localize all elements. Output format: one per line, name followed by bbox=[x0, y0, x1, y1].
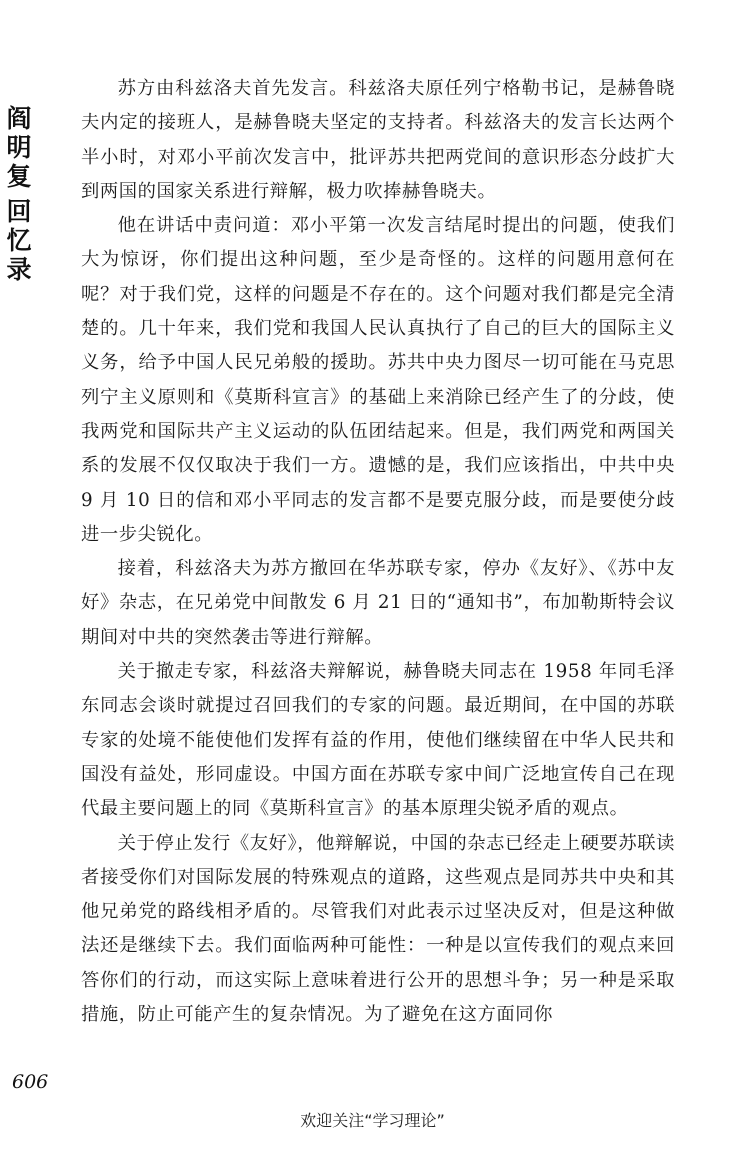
book-title-char: 阎 bbox=[6, 104, 32, 133]
paragraph: 苏方由科兹洛夫首先发言。科兹洛夫原任列宁格勒书记，是赫鲁晓夫内定的接班人，是赫鲁晓夫坚定的支持者。科兹洛夫的发言长达两个半小时，对邓小平前次发言中，批评苏共把两党间的意识形态分歧扩大到两国的国家关系进行辩解，极力吹捧赫鲁晓夫。 bbox=[81, 78, 675, 202]
paragraph: 关于停止发行《友好》，他辩解说，中国的杂志已经走上硬要苏联读者接受你们对国际发展的特殊观点的道路，这些观点是同苏共中央和其他兄弟党的路线相矛盾的。尽管我们对此表示过坚决反对，但是这种做法还是继续下去。我们面临两种可能性：一种是以宣传我们的观点来回答你们的行动，而这实际上意味着进行公开的思想斗争；另一种是采取措施，防止可能产生的复杂情况。为了避免在这方面同你 bbox=[81, 832, 675, 1026]
book-title-char: 复 bbox=[6, 162, 32, 191]
paragraph: 接着，科兹洛夫为苏方撤回在华苏联专家，停办《友好》、《苏中友好》杂志，在兄弟党中间散发 6 月 21 日的“通知书”，布加勒斯特会议期间对中共的突然袭击等进行辩解。 bbox=[81, 558, 675, 648]
paragraph: 关于撤走专家，科兹洛夫辩解说，赫鲁晓夫同志在 1958 年同毛泽东同志会谈时就提过召回我们的专家的问题。最近期间，在中国的苏联专家的处境不能使他们发挥有益的作用，使他们继续留在中华人民共和国没有益处，形同虚设。中国方面在苏联专家中间广泛地宣传自己在现代最主要问题上的同《莫斯科宣言》的基本原理尖锐矛盾的观点。 bbox=[81, 661, 675, 820]
page-number: 606 bbox=[12, 1071, 49, 1093]
book-title-char: 明 bbox=[6, 133, 32, 162]
book-title-char: 忆 bbox=[6, 226, 32, 255]
book-title-char: 录 bbox=[6, 255, 32, 284]
body-text bbox=[81, 72, 675, 1032]
footer-note: 欢迎关注“学习理论” bbox=[300, 1111, 445, 1130]
book-title-vertical bbox=[4, 104, 34, 284]
paragraph: 他在讲话中责问道：邓小平第一次发言结尾时提出的问题，使我们大为惊讶，你们提出这种问题，至少是奇怪的。这样的问题用意何在呢？对于我们党，这样的问题是不存在的。这个问题对我们都是完全清楚的。几十年来，我们党和我国人民认真执行了自己的巨大的国际主义义务，给予中国人民兄弟般的援助。苏共中央力图尽一切可能在马克思列宁主义原则和《莫斯科宣言》的基础上来消除已经产生了的分歧，使我两党和国际共产主义运动的队伍团结起来。但是，我们两党和两国关系的发展不仅仅取决于我们一方。遗憾的是，我们应该指出，中共中央 9 月 10 日的信和邓小平同志的发言都不是要克服分歧，而是要使分歧进一步尖锐化。 bbox=[81, 215, 675, 545]
book-title-char: 回 bbox=[6, 197, 32, 226]
